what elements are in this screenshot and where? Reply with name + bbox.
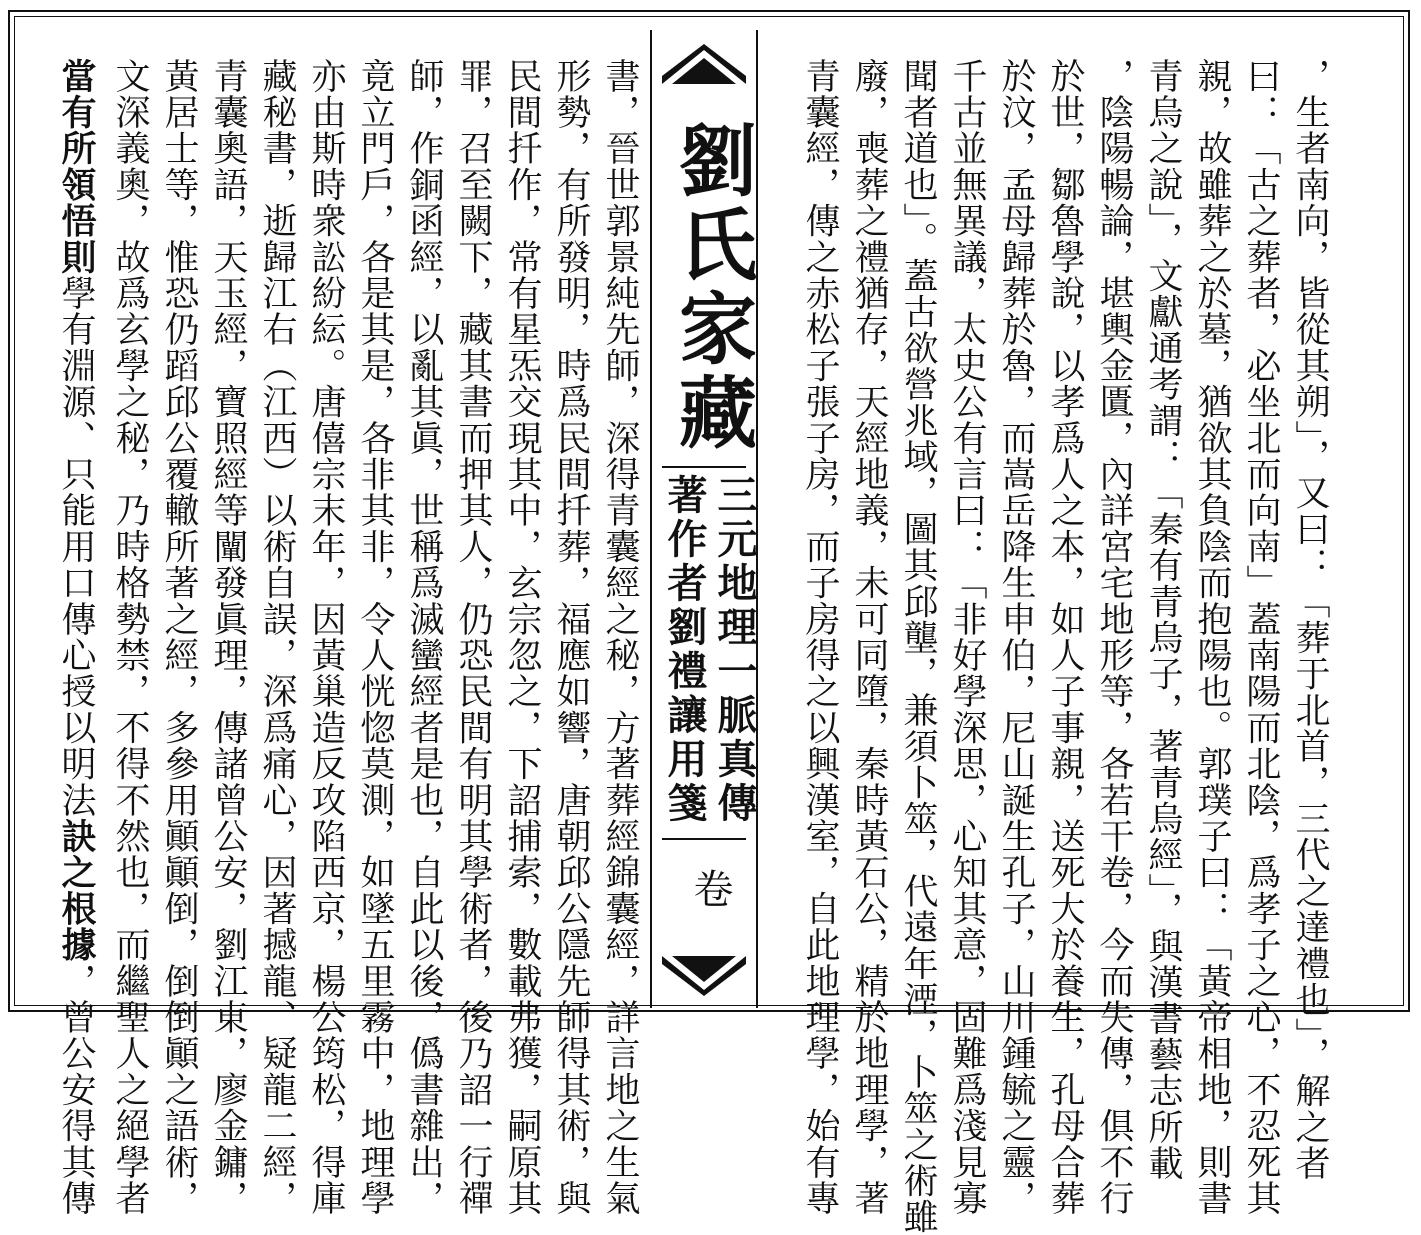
text-column: 青烏之說」，文獻通考謂：「秦有青烏子，著青烏經」，與漢書藝志所載: [1143, 58, 1183, 1182]
text-column: 黃居士等，惟恐仍蹈邱公覆轍所著之經，多參用顚顚倒，倒倒顚之語術，: [159, 58, 199, 1217]
text-column: 形勢，有所發明，時爲民間扦葬，福應如響，唐朝邱公隱先師得其術，與: [551, 58, 591, 1217]
text-column: ，生者南向，皆從其朔」，又曰：「葬于北首，三代之達禮也」，解之者: [1290, 58, 1330, 1182]
subtitle-author: 著作者劉禮讓用箋: [661, 474, 708, 826]
text-column: 青囊奧語，天玉經，寶照經等闡發眞理，傳諸曾公安，劉江東，廖金鏞，: [208, 58, 248, 1217]
emphasis-text: 訣之根據: [56, 818, 97, 964]
text-column: 青囊經，傳之赤松子張子房，而子房得之以興漢室，自此地理學，始有專: [800, 58, 840, 1217]
text-column: 罪，召至闕下，藏其書而押其人，仍恐民間有明其學術者，後乃詔一行禪: [453, 58, 493, 1217]
text-column: 於汶，孟母歸葬於魯，而嵩岳降生申伯，尼山誕生孔子，山川鍾毓之靈，: [996, 58, 1036, 1217]
text-column: 曰：「古之葬者，必坐北而向南」蓋南陽而北陰，爲孝子之心，不忍死其: [1241, 58, 1281, 1217]
column-text: ，曾公安得其傳: [56, 963, 96, 1217]
text-column: 竟立門戶，各是其是，各非其非，令人恍惚莫測，如墜五里霧中，地理學: [355, 58, 395, 1217]
text-column: 聞者道也」。蓋古欲營兆域，圖其邱壟，兼須卜筮，代遠年湮，卜筮之術雖: [898, 58, 938, 1235]
center-title-band: [650, 30, 758, 1008]
text-column-last: [56, 58, 97, 1217]
text-column: 廢，喪葬之禮猶存，天經地義，未可同墮，秦時黃石公，精於地理學，著: [849, 58, 889, 1217]
emphasis-text: 當有所領悟則: [56, 58, 97, 276]
subtitle-lineage: 三元地理一脈真傳: [711, 474, 758, 826]
chevron-bottom-icon: [662, 956, 746, 996]
text-column: 藏秘書，逝歸江右（江西）以術自誤，深爲痛心，因著撼龍、疑龍二經，: [257, 58, 297, 1217]
text-column: 文深義奧，故爲玄學之秘，乃時格勢禁，不得不然也，而繼聖人之絕學者: [110, 58, 150, 1217]
text-column: 亦由斯時衆訟紛紜。唐僖宗末年，因黃巢造反攻陷西京，楊公筠松，得庫: [306, 58, 346, 1217]
text-column: 千古並無異議，太史公有言曰：「非好學深思，心知其意，固難爲淺見寡: [947, 58, 987, 1217]
text-column: 書，晉世郭景純先師，深得青囊經之秘，方著葬經錦囊經，詳言地之生氣: [600, 58, 640, 1217]
column-text: 學有淵源、只能用口傳心授以明法: [56, 275, 96, 819]
text-column: 親，故雖葬之於墓，猶欲其負陰而抱陽也。郭璞子曰：「黃帝相地，則書: [1192, 58, 1232, 1217]
book-title: 劉氏家藏: [666, 120, 757, 456]
text-column: ，陰陽暢論，堪輿金匱，內詳宮宅地形等，各若干卷，今而失傳，俱不行: [1094, 58, 1134, 1217]
band-divider: [662, 466, 746, 468]
volume-label: 卷: [687, 868, 733, 908]
band-rule-left: [650, 30, 652, 1008]
chevron-top-icon: [662, 44, 746, 84]
band-divider: [662, 838, 746, 840]
text-column: 民間扦作，常有星炁交現其中，玄宗忽之，下詔捕索，數載弗獲，嗣原其: [502, 58, 542, 1217]
text-column: 於世，鄒魯學說，以孝爲人之本，如人子事親，送死大於養生，孔母合葬: [1045, 58, 1085, 1217]
text-column: 師，作銅函經，以亂其眞，世稱爲滅蠻經者是也，自此以後，僞書雜出，: [404, 58, 444, 1217]
